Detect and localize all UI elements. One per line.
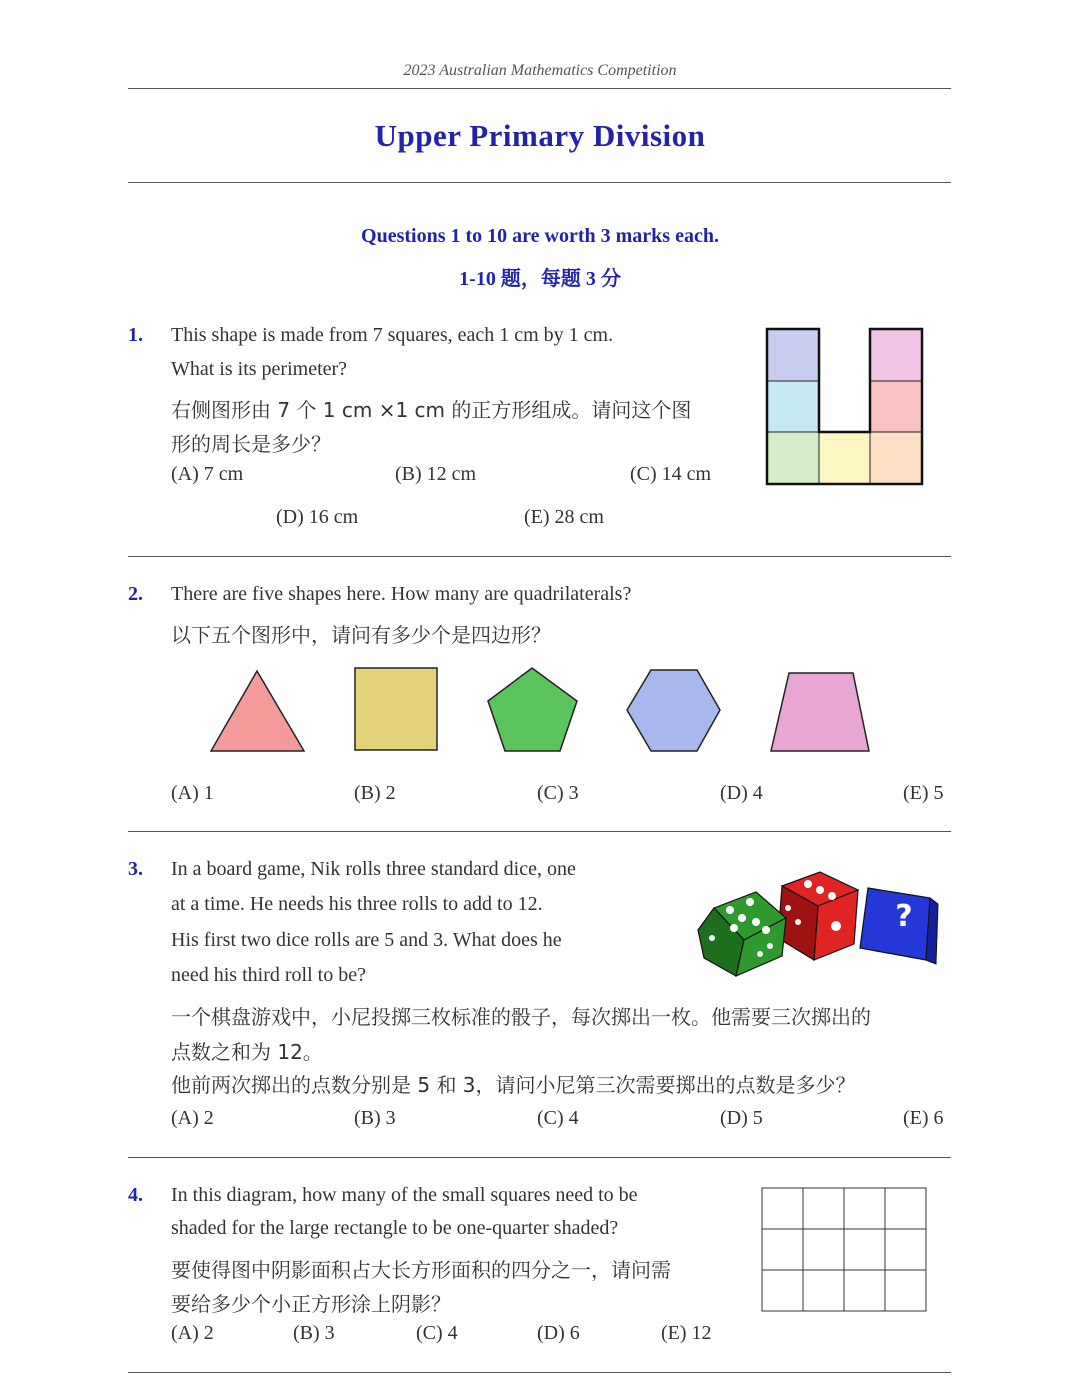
question-text: His first two dice rolls are 5 and 3. What does he [171,929,562,951]
dice-figure [690,868,950,978]
question-text: at a time. He needs his three rolls to add to 12. [171,893,543,915]
question-text: shaded for the large rectangle to be one-quarter shaded? [171,1217,619,1239]
pip [816,886,824,894]
pip [828,892,836,900]
option-c[interactable]: (C) 14 cm [630,463,712,485]
running-header: 2023 Australian Mathematics Competition [403,62,677,79]
grid-cell [803,1270,844,1311]
grid-cell [803,1188,844,1229]
option-b[interactable]: (B) 2 [354,782,396,804]
pip [709,935,715,941]
grid-cell [844,1188,885,1229]
question-text: In this diagram, how many of the small squares need to be [171,1184,638,1206]
option-d[interactable]: (D) 4 [720,782,763,804]
question-text-cn: 右侧图形由 7 个 1 cm ×1 cm 的正方形组成。请问这个图 [171,398,692,422]
option-b[interactable]: (B) 3 [293,1322,335,1344]
option-b[interactable]: (B) 12 cm [395,463,477,485]
triangle-shape [211,671,304,751]
question-text-cn: 一个棋盘游戏中，小尼投掷三枚标准的骰子，每次掷出一枚。他需要三次掷出的 [171,1005,871,1029]
option-e[interactable]: (E) 6 [903,1107,944,1129]
square-mid-bottom [819,432,870,484]
option-d[interactable]: (D) 6 [537,1322,580,1344]
pip [738,914,746,922]
pip [752,918,760,926]
pip [726,906,734,914]
pip [757,951,763,957]
divider [128,1157,951,1158]
grid-cell [885,1229,926,1270]
divider [128,831,951,832]
grid-cell [762,1270,803,1311]
option-a[interactable]: (A) 2 [171,1322,214,1344]
grid-figure [761,1187,931,1315]
divider [128,1372,951,1373]
question-number: 4. [128,1184,143,1206]
square-right-bottom [870,432,922,484]
square-right-top [870,329,922,381]
shapes-figure [200,665,900,765]
hexagon-shape [627,670,720,751]
option-d[interactable]: (D) 16 cm [276,506,359,528]
divider [128,88,951,89]
question-text-cn: 他前两次掷出的点数分别是 5 和 3，请问小尼第三次需要掷出的点数是多少？ [171,1073,856,1097]
green-die [698,892,786,976]
question-number: 3. [128,858,143,880]
u-shape-figure [766,328,926,488]
question-number: 1. [128,324,143,346]
question-text: There are five shapes here. How many are quadrilaterals? [171,583,632,605]
option-c[interactable]: (C) 4 [416,1322,458,1344]
option-e[interactable]: (E) 12 [661,1322,712,1344]
marks-note-en: Questions 1 to 10 are worth 3 marks each. [361,225,719,247]
question-text-cn: 要使得图中阴影面积占大长方形面积的四分之一，请问需 [171,1258,671,1282]
option-e[interactable]: (E) 5 [903,782,944,804]
pip [767,943,773,949]
grid-cell [885,1188,926,1229]
question-number: 2. [128,583,143,605]
square-left-bottom [767,432,819,484]
question-mark: ? [895,899,913,934]
option-e[interactable]: (E) 28 cm [524,506,604,528]
square-shape [355,668,437,750]
grid-cell [762,1188,803,1229]
question-text-cn: 点数之和为 12。 [171,1040,323,1064]
pip [762,926,770,934]
question-mark: ? [874,952,895,964]
blue-die [860,888,938,964]
pip [785,905,791,911]
divider [128,182,951,183]
grid-cell [803,1229,844,1270]
question-text: need his third roll to be? [171,964,366,986]
square-right-mid [870,381,922,432]
square-left-top [767,329,819,381]
question-text: What is its perimeter? [171,358,348,380]
option-c[interactable]: (C) 4 [537,1107,579,1129]
grid-cell [762,1229,803,1270]
grid-cell [885,1270,926,1311]
pip [746,898,754,906]
square-left-mid [767,381,819,432]
pip [804,880,812,888]
option-a[interactable]: (A) 7 cm [171,463,244,485]
division-title: Upper Primary Division [374,118,706,153]
question-text-cn: 以下五个图形中，请问有多少个是四边形？ [171,623,551,647]
grid-cell [844,1270,885,1311]
marks-note-cn: 1-10 题，每题 3 分 [459,268,621,290]
option-b[interactable]: (B) 3 [354,1107,396,1129]
pip [795,919,801,925]
question-text: This shape is made from 7 squares, each 1 cm by 1 cm. [171,324,614,346]
question-text: In a board game, Nik rolls three standard dice, one [171,858,576,880]
option-c[interactable]: (C) 3 [537,782,579,804]
question-text-cn: 要给多少个小正方形涂上阴影？ [171,1292,451,1316]
grid-cell [844,1229,885,1270]
trapezoid-shape [771,673,869,751]
pip [831,921,841,931]
pentagon-shape [488,668,577,751]
pip [730,924,738,932]
red-die [778,872,858,960]
option-d[interactable]: (D) 5 [720,1107,763,1129]
option-a[interactable]: (A) 1 [171,782,214,804]
question-text-cn: 形的周长是多少？ [171,432,331,456]
divider [128,556,951,557]
option-a[interactable]: (A) 2 [171,1107,214,1129]
